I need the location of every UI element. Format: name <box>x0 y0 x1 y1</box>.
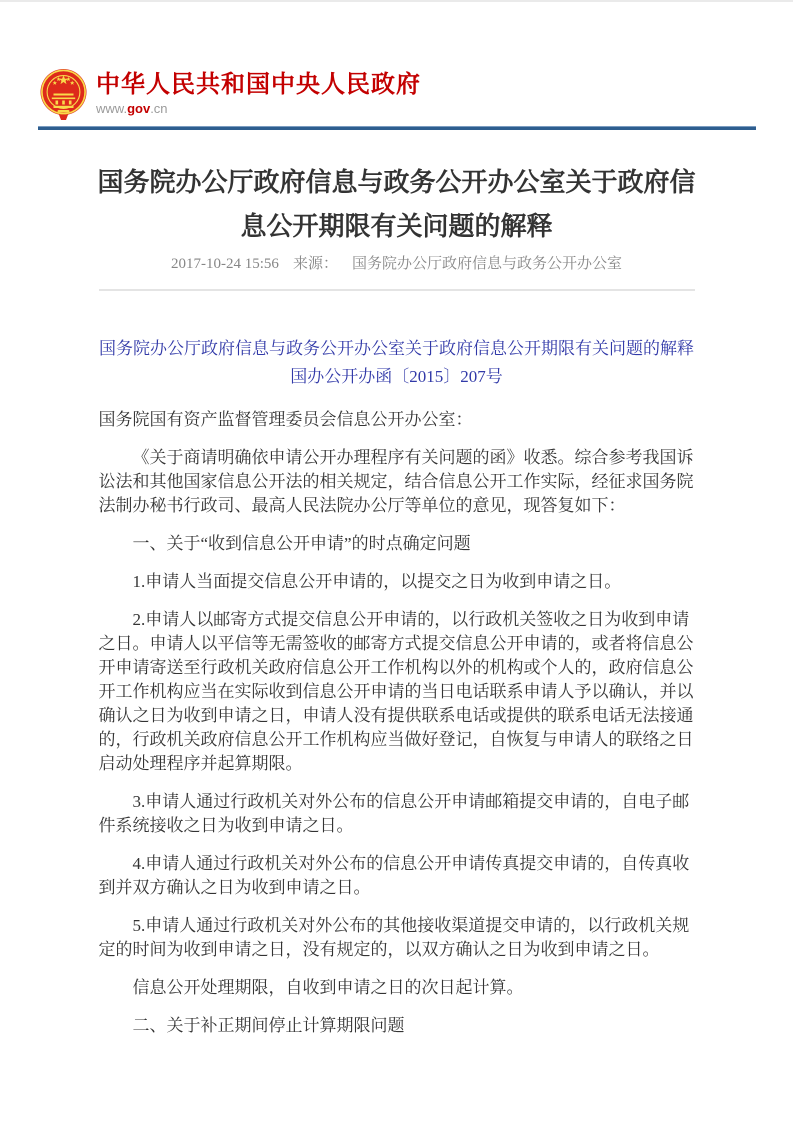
national-emblem-icon <box>40 68 87 121</box>
paragraph: 2.申请人以邮寄方式提交信息公开申请的，以行政机关签收之日为收到申请之日。申请人以平信等无需签收的邮寄方式提交信息公开申请的，或者将信息公开申请寄送至行政机关政府信息公开工作机构以外的机构或个人的，政府信息公开工作机构应当在实际收到信息公开申请的当日电话联系申请人予以确认，并以确认之日为收到申请之日，申请人没有提供联系电话或提供的联系电话无法接通的，行政机关政府信息公开工作机构应当做好登记，自恢复与申请人的联络之日启动处理程序并起算期限。 <box>98 610 694 773</box>
url-prefix: www. <box>96 101 128 116</box>
meta-divider <box>99 289 695 291</box>
paragraph: 5.申请人通过行政机关对外公布的其他接收渠道提交申请的，以行政机关规定的时间为收到申请之日，没有规定的，以双方确认之日为收到申请之日。 <box>98 916 690 959</box>
paragraph: 4.申请人通过行政机关对外公布的信息公开申请传真提交申请的，自传真收到并双方确认之日为收到申请之日。 <box>98 854 690 897</box>
page-title: 国务院办公厅政府信息与政务公开办公室关于政府信息公开期限有关问题的解释 <box>97 167 696 241</box>
document-heading: 国务院办公厅政府信息与政务公开办公室关于政府信息公开期限有关问题的解释 <box>99 339 694 358</box>
paragraph: 二、关于补正期间停止计算期限问题 <box>132 1016 405 1035</box>
top-border <box>0 0 793 2</box>
paragraph: 1.申请人当面提交信息公开申请的，以提交之日为收到申请之日。 <box>132 572 622 591</box>
source-label: 来源： <box>292 256 338 272</box>
site-url <box>96 101 421 116</box>
header-divider <box>38 126 756 130</box>
article-meta <box>0 254 793 274</box>
site-title-block <box>96 68 421 116</box>
publish-datetime: 2017-10-24 15:56 <box>171 256 279 272</box>
paragraph: 信息公开处理期限，自收到申请之日的次日起计算。 <box>132 978 524 997</box>
url-suffix: .cn <box>150 101 168 116</box>
url-domain: gov <box>127 101 151 116</box>
paragraph-list <box>99 446 695 1038</box>
source-name: 国务院办公厅政府信息与政务公开办公室 <box>351 256 622 272</box>
document-number: 国办公开办函〔2015〕207号 <box>290 367 503 386</box>
paragraph: 3.申请人通过行政机关对外公布的信息公开申请邮箱提交申请的，自电子邮件系统接收之日为收到申请之日。 <box>98 792 690 835</box>
salutation: 国务院国有资产监督管理委员会信息公开办公室： <box>98 410 473 429</box>
article-body <box>99 335 695 1038</box>
site-name[interactable]: 中华人民共和国中央人民政府 <box>96 71 421 98</box>
site-brand[interactable] <box>40 68 793 121</box>
paragraph: 一、关于“收到信息公开申请”的时点确定问题 <box>132 534 471 553</box>
paragraph: 《关于商请明确依申请公开办理程序有关问题的函》收悉。综合参考我国诉讼法和其他国家信息公开法的相关规定，结合信息公开工作实际，经征求国务院法制办秘书行政司、最高人民法院办公厅等单位的意见，现答复如下： <box>98 448 694 515</box>
